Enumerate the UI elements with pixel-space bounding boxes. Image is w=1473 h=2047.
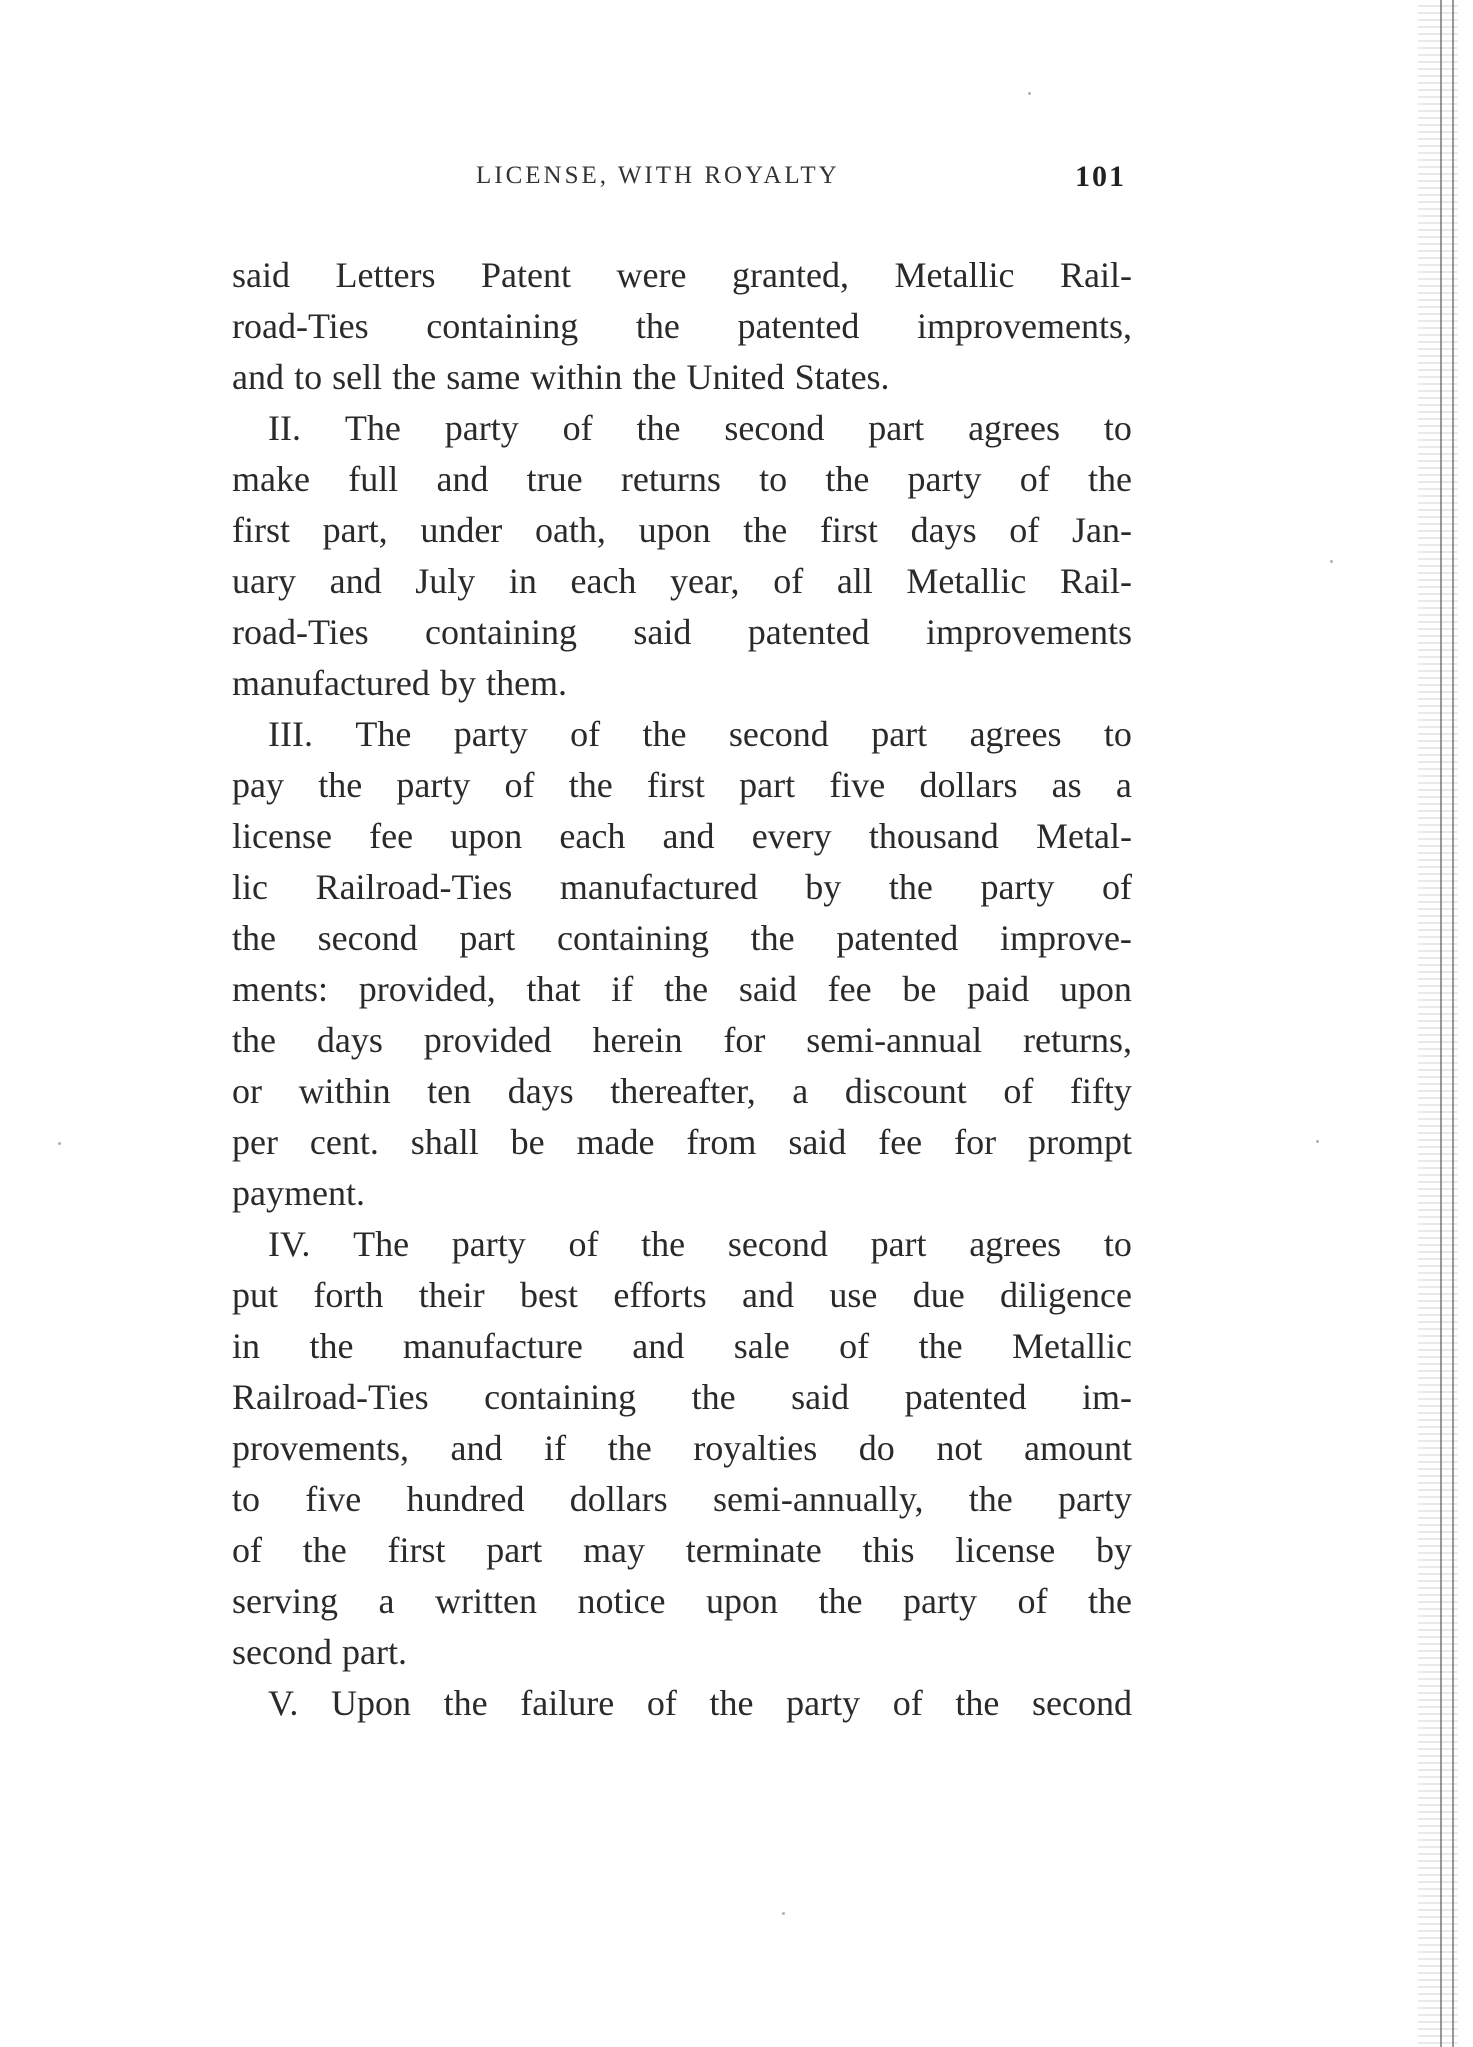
- word: containing: [484, 1377, 637, 1417]
- word: lic: [232, 867, 268, 907]
- text-line: [232, 1219, 1132, 1270]
- word: The: [344, 408, 401, 448]
- word: per: [232, 1122, 278, 1162]
- word: may: [583, 1530, 645, 1570]
- word: first: [232, 510, 290, 550]
- word: provided: [423, 1020, 552, 1060]
- word: granted,: [732, 255, 849, 295]
- word: oath,: [534, 510, 606, 550]
- word: within: [530, 357, 623, 397]
- text-line: [232, 1576, 1132, 1627]
- text-line: [232, 1372, 1132, 1423]
- word: second: [724, 408, 825, 448]
- word: put: [232, 1275, 279, 1315]
- word: and: [632, 1326, 685, 1366]
- word: royalties: [693, 1428, 818, 1468]
- word: of: [570, 714, 601, 754]
- word: the: [1088, 1581, 1132, 1621]
- word: five: [829, 765, 886, 805]
- word: by: [1095, 1530, 1132, 1570]
- word: party: [444, 408, 519, 448]
- word: the: [392, 357, 437, 397]
- word: and: [232, 357, 284, 397]
- word: the: [632, 357, 677, 397]
- paragraph: [232, 709, 1132, 1219]
- paragraph: [232, 403, 1132, 709]
- word: made: [576, 1122, 655, 1162]
- word: ments:: [232, 969, 328, 1009]
- word: and: [450, 1428, 503, 1468]
- word: a: [1115, 765, 1132, 805]
- word: and: [742, 1275, 794, 1315]
- word: first: [819, 510, 878, 550]
- word: terminate: [685, 1530, 822, 1570]
- word: in: [232, 1326, 261, 1366]
- word: do: [858, 1428, 895, 1468]
- word: semi-annual: [806, 1020, 983, 1060]
- word: the: [918, 1326, 963, 1366]
- word: fee: [878, 1122, 923, 1162]
- word: and: [436, 459, 489, 499]
- text-line: [232, 301, 1132, 352]
- word: the: [232, 918, 276, 958]
- word: them.: [486, 663, 568, 703]
- word: fee: [369, 816, 414, 856]
- word: party: [1058, 1479, 1132, 1519]
- word: the: [443, 1683, 488, 1723]
- word: IV.: [268, 1224, 311, 1264]
- word: license: [232, 816, 332, 856]
- word: prompt: [1027, 1122, 1132, 1162]
- word: days: [316, 1020, 383, 1060]
- word: best: [520, 1275, 579, 1315]
- paragraph: [232, 1678, 1132, 1729]
- word: by: [439, 663, 476, 703]
- text-line: [232, 454, 1132, 505]
- word: of: [1101, 867, 1132, 907]
- word: part: [868, 408, 925, 448]
- word: sale: [733, 1326, 790, 1366]
- text-line: [232, 352, 1132, 403]
- word: the: [888, 867, 933, 907]
- word: Railroad-Ties: [315, 867, 513, 907]
- word: party: [396, 765, 471, 805]
- word: party: [453, 714, 528, 754]
- word: returns: [620, 459, 721, 499]
- word: the: [232, 1020, 276, 1060]
- word: of: [892, 1683, 923, 1723]
- word: road-Ties: [232, 612, 369, 652]
- word: Metallic: [906, 561, 1027, 601]
- word: not: [936, 1428, 983, 1468]
- text-line: [232, 1168, 1132, 1219]
- word: dollars: [569, 1479, 668, 1519]
- word: part: [486, 1530, 543, 1570]
- word: the: [635, 306, 680, 346]
- word: agrees: [969, 714, 1062, 754]
- word: as: [1051, 765, 1082, 805]
- word: of: [504, 765, 535, 805]
- word: hundred: [406, 1479, 525, 1519]
- word: part: [871, 714, 928, 754]
- text-line: [232, 1627, 1132, 1678]
- word: the: [302, 1530, 347, 1570]
- word: July: [415, 561, 476, 601]
- word: the: [636, 408, 681, 448]
- word: provements,: [232, 1428, 409, 1468]
- word: manufactured: [559, 867, 758, 907]
- word: dollars: [919, 765, 1018, 805]
- word: patented: [737, 306, 860, 346]
- word: said: [232, 255, 290, 295]
- word: Metallic: [1012, 1326, 1132, 1366]
- word: returns,: [1023, 1020, 1132, 1060]
- word: paid: [967, 969, 1030, 1009]
- word: license: [955, 1530, 1056, 1570]
- word: the: [318, 765, 363, 805]
- word: part.: [342, 1632, 408, 1672]
- word: of: [1017, 1581, 1048, 1621]
- text-line: [232, 607, 1132, 658]
- word: uary: [232, 561, 296, 601]
- word: the: [309, 1326, 354, 1366]
- word: by: [805, 867, 842, 907]
- word: II.: [268, 408, 301, 448]
- word: said: [788, 1122, 847, 1162]
- word: to: [1103, 1224, 1132, 1264]
- word: and: [329, 561, 382, 601]
- word: for: [723, 1020, 766, 1060]
- word: party: [980, 867, 1055, 907]
- word: part: [739, 765, 796, 805]
- text-line: [232, 1066, 1132, 1117]
- text-line: [232, 1678, 1132, 1729]
- word: year,: [670, 561, 740, 601]
- word: patented: [836, 918, 959, 958]
- text-line: [232, 1474, 1132, 1525]
- word: patented: [904, 1377, 1027, 1417]
- word: diligence: [1000, 1275, 1132, 1315]
- word: notice: [577, 1581, 666, 1621]
- word: if: [544, 1428, 567, 1468]
- text-line: [232, 1015, 1132, 1066]
- word: The: [355, 714, 412, 754]
- word: im-: [1082, 1377, 1132, 1417]
- text-line: [232, 505, 1132, 556]
- word: shall: [410, 1122, 479, 1162]
- word: the: [750, 918, 795, 958]
- word: use: [829, 1275, 878, 1315]
- word: from: [686, 1122, 757, 1162]
- text-line: [232, 760, 1132, 811]
- word: III.: [268, 714, 313, 754]
- word: part: [459, 918, 516, 958]
- word: Rail-: [1060, 561, 1132, 601]
- word: upon: [638, 510, 711, 550]
- word: the: [568, 765, 613, 805]
- word: party: [786, 1683, 861, 1723]
- page-edge-line: [1440, 0, 1442, 2047]
- word: upon: [450, 816, 523, 856]
- word: five: [305, 1479, 362, 1519]
- word: containing: [425, 612, 577, 652]
- word: improvements,: [917, 306, 1132, 346]
- word: of: [773, 561, 804, 601]
- text-line: [232, 403, 1132, 454]
- word: improve-: [999, 918, 1132, 958]
- text-line: [232, 1423, 1132, 1474]
- word: second: [317, 918, 418, 958]
- text-line: [232, 1525, 1132, 1576]
- page-header: [236, 162, 1126, 202]
- word: due: [912, 1275, 965, 1315]
- word: thousand: [868, 816, 999, 856]
- word: of: [1019, 459, 1050, 499]
- word: States.: [794, 357, 890, 397]
- word: of: [839, 1326, 870, 1366]
- word: Upon: [331, 1683, 411, 1723]
- word: the: [709, 1683, 754, 1723]
- word: The: [353, 1224, 410, 1264]
- word: to: [232, 1479, 261, 1519]
- word: sell: [332, 357, 383, 397]
- word: Patent: [481, 255, 571, 295]
- word: amount: [1023, 1428, 1132, 1468]
- word: upon: [1059, 969, 1132, 1009]
- word: of: [568, 1224, 599, 1264]
- text-line: [232, 811, 1132, 862]
- word: to: [1103, 408, 1132, 448]
- word: fifty: [1069, 1071, 1132, 1111]
- word: part: [870, 1224, 927, 1264]
- word: true: [526, 459, 583, 499]
- word: second: [232, 1632, 332, 1672]
- word: Rail-: [1059, 255, 1132, 295]
- word: V.: [268, 1683, 299, 1723]
- word: this: [862, 1530, 915, 1570]
- word: of: [232, 1530, 262, 1570]
- running-head: LICENSE, WITH ROYALTY: [476, 162, 840, 189]
- word: the: [607, 1428, 652, 1468]
- word: party: [451, 1224, 526, 1264]
- word: the: [691, 1377, 736, 1417]
- word: improvements: [926, 612, 1132, 652]
- word: manufacture: [402, 1326, 583, 1366]
- word: the: [825, 459, 870, 499]
- word: part,: [322, 510, 388, 550]
- text-line: [232, 709, 1132, 760]
- scan-speck: [782, 1912, 785, 1915]
- word: patented: [747, 612, 870, 652]
- word: ten: [427, 1071, 472, 1111]
- word: same: [446, 357, 521, 397]
- word: Jan-: [1071, 510, 1132, 550]
- word: manufactured: [232, 663, 430, 703]
- word: make: [232, 459, 310, 499]
- word: first: [646, 765, 705, 805]
- word: a: [792, 1071, 809, 1111]
- word: the: [743, 510, 788, 550]
- body-text: [232, 250, 1132, 1729]
- word: that: [526, 969, 581, 1009]
- word: of: [562, 408, 593, 448]
- text-line: [232, 250, 1132, 301]
- word: upon: [705, 1581, 778, 1621]
- word: Railroad-Ties: [232, 1377, 429, 1417]
- word: fee: [827, 969, 872, 1009]
- word: Letters: [335, 255, 436, 295]
- text-line: [232, 1270, 1132, 1321]
- word: under: [420, 510, 503, 550]
- word: of: [1003, 1071, 1034, 1111]
- paragraph: [232, 250, 1132, 403]
- word: to: [759, 459, 788, 499]
- word: of: [646, 1683, 677, 1723]
- text-line: [232, 913, 1132, 964]
- word: second: [728, 714, 829, 754]
- word: their: [418, 1275, 485, 1315]
- word: within: [298, 1071, 391, 1111]
- word: serving: [232, 1581, 338, 1621]
- text-line: [232, 556, 1132, 607]
- word: party: [903, 1581, 977, 1621]
- word: each: [570, 561, 637, 601]
- word: first: [387, 1530, 446, 1570]
- text-line: [232, 862, 1132, 913]
- word: said: [738, 969, 797, 1009]
- text-line: [232, 1321, 1132, 1372]
- page-edge-line: [1452, 0, 1454, 2047]
- word: semi-annually,: [712, 1479, 924, 1519]
- word: each: [559, 816, 626, 856]
- word: second: [1031, 1683, 1132, 1723]
- word: second: [727, 1224, 828, 1264]
- word: thereafter,: [610, 1071, 756, 1111]
- word: provided,: [358, 969, 496, 1009]
- text-line: [232, 658, 1132, 709]
- word: or: [232, 1071, 262, 1111]
- word: the: [1087, 459, 1132, 499]
- scan-speck: [1330, 560, 1333, 563]
- word: days: [910, 510, 977, 550]
- word: forth: [313, 1275, 384, 1315]
- word: said: [633, 612, 692, 652]
- scan-speck: [58, 1142, 61, 1145]
- word: a: [378, 1581, 395, 1621]
- word: agrees: [968, 408, 1061, 448]
- word: full: [348, 459, 399, 499]
- word: days: [507, 1071, 574, 1111]
- word: be: [510, 1122, 545, 1162]
- word: herein: [592, 1020, 683, 1060]
- word: party: [907, 459, 982, 499]
- word: all: [836, 561, 873, 601]
- word: written: [435, 1581, 537, 1621]
- word: the: [641, 1224, 686, 1264]
- word: to: [1103, 714, 1132, 754]
- word: the: [968, 1479, 1013, 1519]
- word: pay: [232, 765, 284, 805]
- word: in: [508, 561, 537, 601]
- word: of: [1009, 510, 1040, 550]
- text-line: [232, 1117, 1132, 1168]
- word: cent.: [309, 1122, 379, 1162]
- word: and: [662, 816, 715, 856]
- paragraph: [232, 1219, 1132, 1678]
- word: if: [611, 969, 634, 1009]
- word: the: [642, 714, 687, 754]
- word: Metal-: [1035, 816, 1132, 856]
- word: road-Ties: [232, 306, 369, 346]
- scan-speck: [1316, 1140, 1319, 1143]
- word: discount: [844, 1071, 967, 1111]
- word: said: [791, 1377, 850, 1417]
- word: containing: [426, 306, 579, 346]
- word: United: [686, 357, 785, 397]
- word: payment.: [232, 1173, 365, 1213]
- word: to: [294, 357, 323, 397]
- word: containing: [556, 918, 709, 958]
- page-number: 101: [1075, 160, 1126, 193]
- text-line: [232, 964, 1132, 1015]
- scan-speck: [1028, 92, 1031, 95]
- word: were: [616, 255, 687, 295]
- word: agrees: [969, 1224, 1062, 1264]
- word: every: [751, 816, 832, 856]
- word: failure: [520, 1683, 615, 1723]
- word: the: [818, 1581, 863, 1621]
- word: efforts: [613, 1275, 707, 1315]
- word: be: [902, 969, 937, 1009]
- word: the: [955, 1683, 1000, 1723]
- word: the: [664, 969, 709, 1009]
- word: Metallic: [894, 255, 1015, 295]
- word: for: [954, 1122, 997, 1162]
